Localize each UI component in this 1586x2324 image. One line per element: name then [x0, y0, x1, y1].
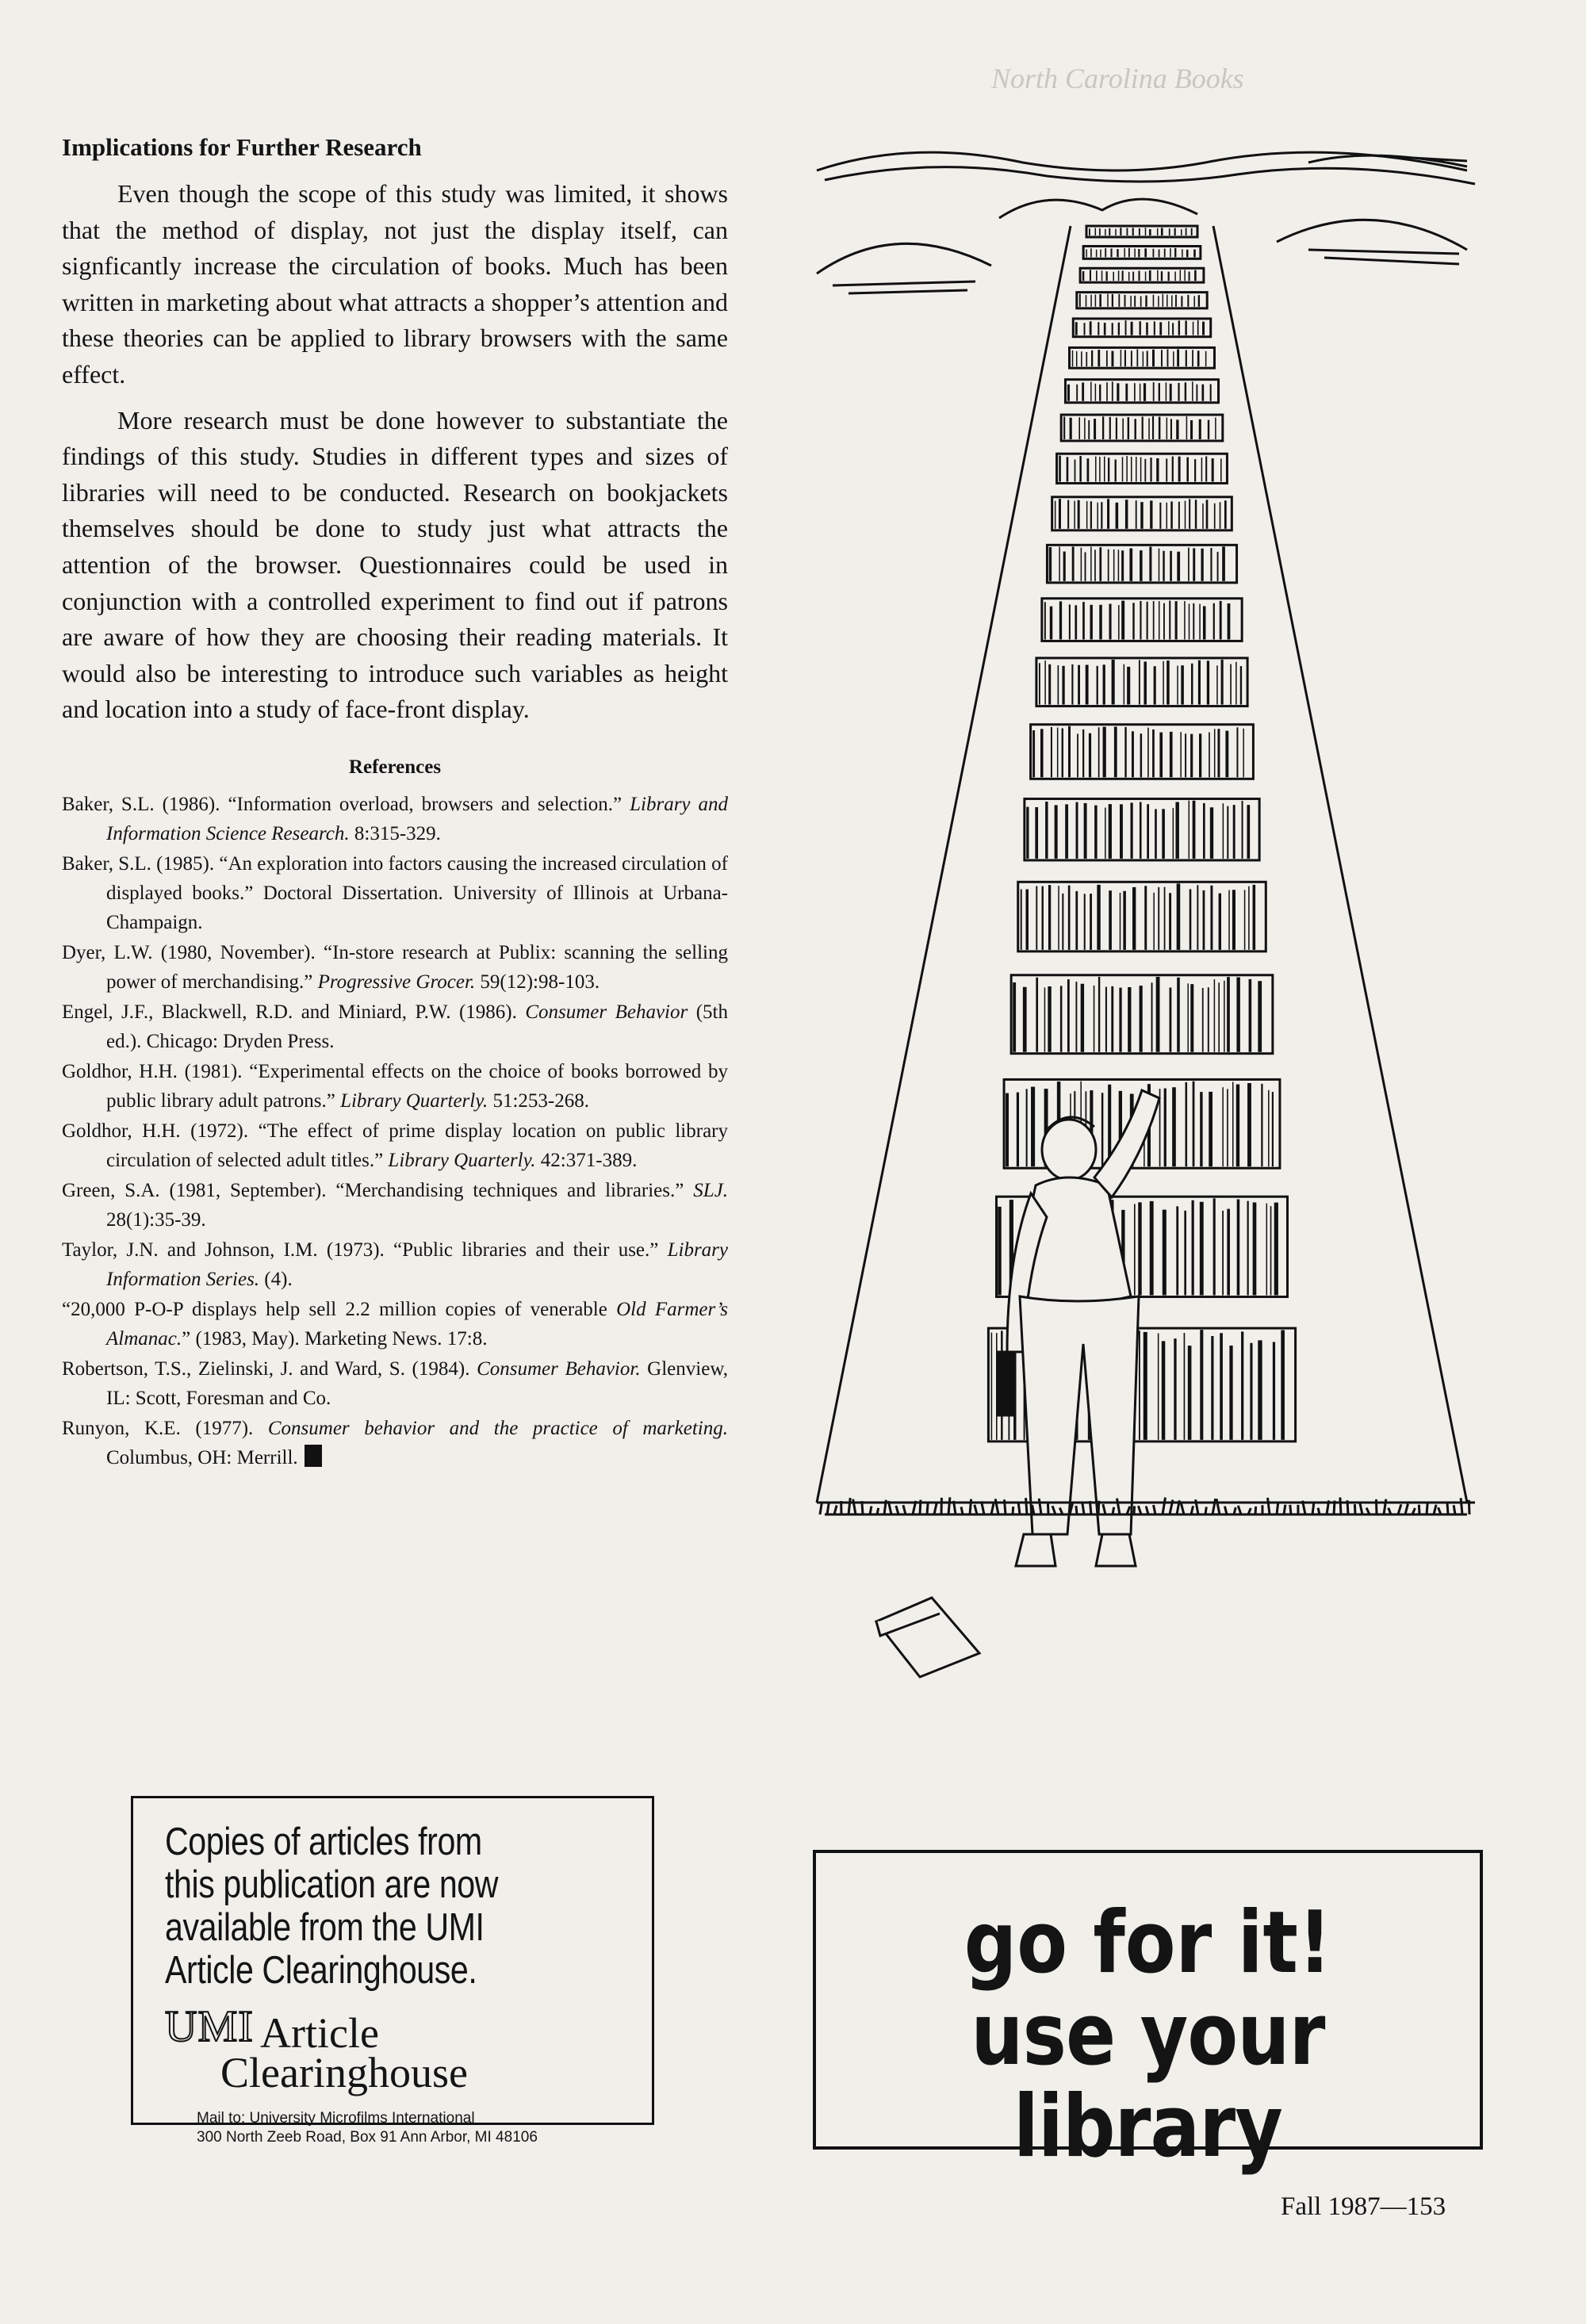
ghost-header: North Carolina Books	[991, 63, 1244, 94]
umi-ad-line: Copies of articles from	[165, 1821, 482, 1863]
reference-item: Robertson, T.S., Zielinski, J. and Ward, S. (1984). Consumer Behavior. Glenview, IL: Scott, Foresman and Co.	[62, 1357, 729, 1409]
article-column	[62, 133, 728, 1473]
umi-logo-clearinghouse: Clearinghouse	[220, 2049, 468, 2096]
umi-mail-line: 300 North Zeeb Road, Box 91 Ann Arbor, MI 48106	[197, 2129, 538, 2146]
umi-logo	[165, 2003, 620, 2096]
reference-item: Dyer, L.W. (1980, November). “In-store research at Publix: scanning the selling power of merchandising.” Progressive Grocer. 59(12):98-103.	[62, 941, 728, 993]
reference-item: Goldhor, H.H. (1972). “The effect of prime display location on public library circulation of selected adult titles.” Library Quarterly. 42:371-389.	[62, 1120, 728, 1171]
umi-ad-line: this publication are now	[165, 1863, 499, 1906]
umi-ad-text	[165, 1821, 620, 1992]
references-list	[62, 790, 728, 1472]
umi-ad-line: available from the UMI	[165, 1906, 485, 1949]
reference-item: Engel, J.F., Blackwell, R.D. and Miniard, P.W. (1986). Consumer Behavior (5th ed.). Chicago: Dryden Press.	[62, 1001, 728, 1052]
section-title: Implications for Further Research	[62, 133, 422, 161]
end-of-article-icon	[305, 1445, 322, 1467]
tower-shelves	[817, 226, 1467, 1503]
slogan-line-2: use your library	[971, 1985, 1325, 2177]
reference-item: Runyon, K.E. (1977). Consumer behavior and the practice of marketing. Columbus, OH: Merrill.	[62, 1417, 728, 1468]
shelf	[1025, 798, 1259, 860]
floor-line	[817, 1497, 1475, 1514]
umi-mail-line: Mail to: University Microfilms International	[197, 2110, 475, 2127]
slogan-line-1: go for it!	[963, 1893, 1332, 1993]
paragraph-2: More research must be done however to substantiate the findings of this study. Studies in different types and sizes of libraries will need to be conducted. Research on bookjackets themselves should be done to study just what attracts the attention of the browser. Questionnaires could be used in conjunction with a controlled experiment to find out if patrons are aware of how they are choosing their reading materials. It would also be interesting to introduce such variables as height and location into a study of face-front display.	[62, 405, 728, 724]
reference-item: “20,000 P-O-P displays help sell 2.2 million copies of venerable Old Farmer’s Almanac.” (1983, May). Marketing News. 17:8.	[62, 1298, 728, 1350]
reference-item: Taylor, J.N. and Johnson, I.M. (1973). “Public libraries and their use.” Library Information Series. (4).	[62, 1239, 728, 1290]
shelf	[1042, 599, 1242, 641]
boy-figure	[998, 1090, 1159, 1566]
umi-logo-letters: UMI	[165, 2002, 254, 2051]
references-title: References	[348, 756, 442, 778]
reference-item: Baker, S.L. (1986). “Information overload, browsers and selection.” Library and Information Science Research. 8:315-329.	[62, 793, 729, 844]
dropped-book	[876, 1598, 979, 1677]
page-footer: Fall 1987—153	[1281, 2192, 1446, 2221]
go-for-it-ad	[813, 1850, 1483, 2177]
shelf	[1086, 226, 1197, 237]
reference-item: Green, S.A. (1981, September). “Merchandising techniques and libraries.” SLJ. 28(1):35-39.	[62, 1179, 728, 1231]
umi-ad-line: Article Clearinghouse.	[165, 1949, 477, 1992]
paragraph-1: Even though the scope of this study was limited, it shows that the method of display, not just the display itself, can signficantly increase the circulation of books. Much has been written in marketing about what attracts a shopper’s attention and these theories can be applied to library browsers with the same effect.	[62, 179, 728, 389]
umi-mail-address	[165, 2109, 620, 2147]
shelf	[1036, 658, 1247, 706]
shelf	[1065, 380, 1218, 403]
reference-item: Baker, S.L. (1985). “An exploration into factors causing the increased circulation of displayed books.” Doctoral Dissertation. University of Illinois at Urbana-Champaign.	[62, 852, 728, 933]
umi-ad-box	[131, 1796, 654, 2146]
reference-item: Goldhor, H.H. (1981). “Experimental effects on the choice of books borrowed by public library adult patrons.” Library Quarterly. 51:253-268.	[62, 1060, 728, 1112]
library-tower-illustration	[801, 131, 1483, 1796]
shelf	[1073, 319, 1210, 337]
umi-logo-article: Article	[260, 2009, 379, 2057]
